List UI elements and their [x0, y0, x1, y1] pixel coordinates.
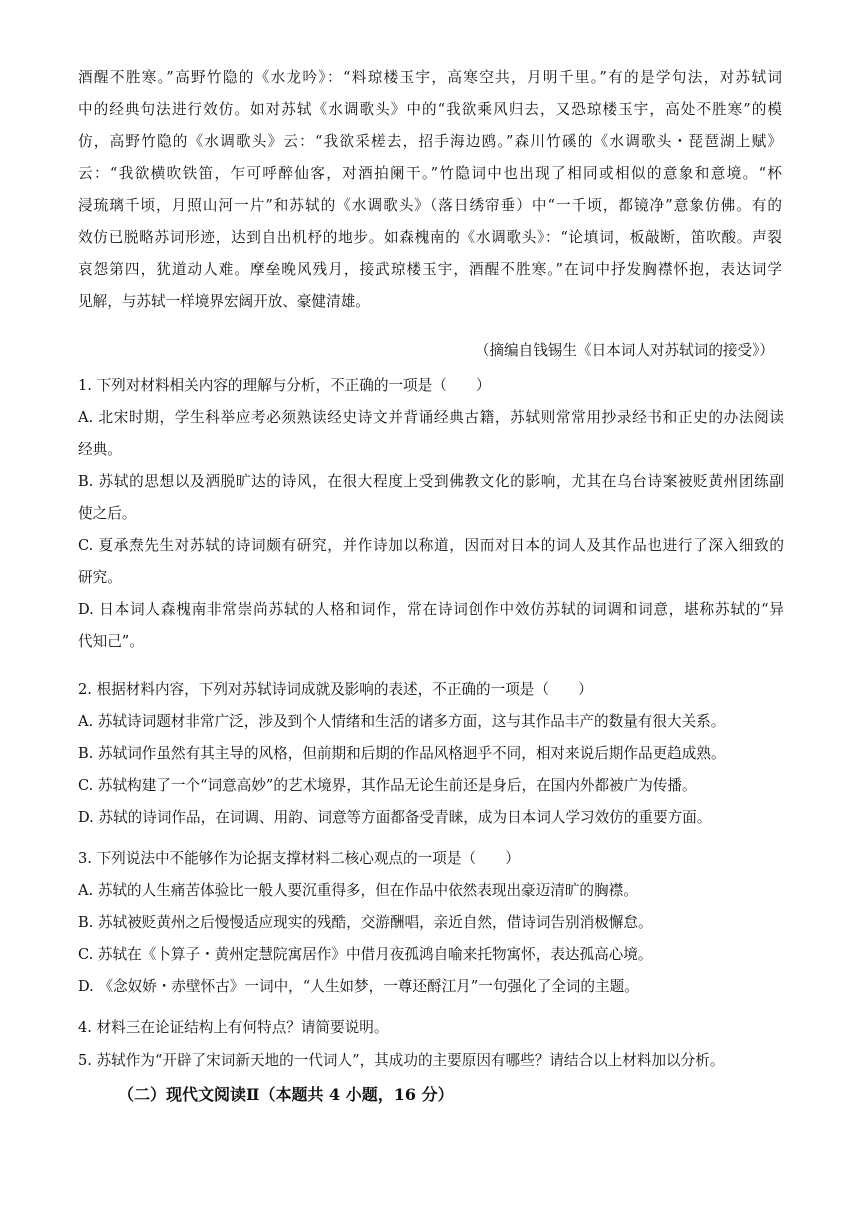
option-c: C. 苏轼在《卜算子・黄州定慧院寓居作》中借月夜孤鸿自喻来托物寓怀，表达孤高心境。: [78, 946, 653, 963]
question-1: [78, 370, 784, 658]
option-d: D. 《念奴娇・赤壁怀古》一词中，“人生如梦，一尊还酹江月”一句强化了全词的主题。: [78, 978, 639, 995]
question-stem: 5. 苏轼作为“开辟了宋词新天地的一代词人”，其成功的主要原因有哪些？请结合以上材料加以分析。: [78, 1052, 725, 1069]
question-2: [78, 674, 784, 834]
option-d-line-1: D. 日本词人森槐南非常崇尚苏轼的人格和词作，常在诗词创作中效仿苏轼的词调和词意，堪称苏轼的“异: [78, 601, 784, 618]
option-c-line-2: 研究。: [78, 569, 122, 586]
question-stem: 1. 下列对材料相关内容的理解与分析，不正确的一项是（ ）: [78, 377, 491, 394]
option-d: D. 苏轼的诗词作品，在词调、用韵、词意等方面都备受青睐，成为日本词人学习效仿的重要方面。: [78, 809, 712, 826]
option-c-line-1: C. 夏承焘先生对苏轼的诗词颇有研究，并作诗加以称道，因而对日本的词人及其作品也进行了深入细致的: [78, 537, 784, 554]
option-a-line-1: A. 北宋时期，学生科举应考必须熟读经史诗文并背诵经典古籍，苏轼则常常用抄录经书和正史的办法阅读: [78, 409, 784, 426]
option-a: A. 苏轼的人生痛苦体验比一般人要沉重得多，但在作品中依然表现出豪迈清旷的胸襟。: [78, 882, 638, 899]
passage-line: 仿，高野竹隐的《水调歌头》云：“我欲采槎去，招手海边鸥。”森川竹磎的《水调歌头・琵琶湖上赋》: [78, 133, 782, 150]
passage-paragraph: [78, 62, 782, 318]
passage-line: 哀怨第四，犹道动人难。摩垒晚风残月，接武琼楼玉宇，酒醒不胜寒。”在词中抒发胸襟怀抱，表达词学: [78, 261, 782, 278]
passage-line: 浸琉璃千顷，月照山河一片”和苏轼的《水调歌头》（落日绣帘垂）中“一千顷，都镜净”意象仿佛。有的: [78, 197, 782, 214]
option-a: A. 苏轼诗词题材非常广泛，涉及到个人情绪和生活的诸多方面，这与其作品丰产的数量有很大关系。: [78, 713, 726, 730]
question-5: [78, 1045, 784, 1077]
option-b: B. 苏轼被贬黄州之后慢慢适应现实的残酷，交游酬唱，亲近自然，借诗词告别消极懈怠。: [78, 914, 653, 931]
option-b-line-1: B. 苏轼的思想以及洒脱旷达的诗风，在很大程度上受到佛教文化的影响，尤其在乌台诗案被贬黄州团练副: [78, 473, 784, 490]
source-citation: （摘编自钱锡生《日本词人对苏轼词的接受》）: [474, 342, 774, 359]
question-3: [78, 843, 784, 1003]
question-4: [78, 1012, 784, 1044]
question-stem: 3. 下列说法中不能够作为论据支撑材料二核心观点的一项是（ ）: [78, 850, 520, 867]
passage-line: 见解，与苏轼一样境界宏阔开放、豪健清雄。: [78, 293, 370, 310]
passage-line: 酒醒不胜寒。”高野竹隐的《水龙吟》：“料琼楼玉宇，高寒空共，月明千里。”有的是学句法，对苏轼词: [78, 69, 782, 86]
option-b-line-2: 使之后。: [78, 505, 137, 522]
question-stem: 4. 材料三在论证结构上有何特点？请简要说明。: [78, 1019, 389, 1036]
section-heading: （二）现代文阅读Ⅱ（本题共 4 小题，16 分）: [118, 1085, 454, 1104]
option-c: C. 苏轼构建了一个“词意高妙”的艺术境界，其作品无论生前还是身后，在国内外都被广为传播。: [78, 777, 697, 794]
option-d-line-2: 代知己”。: [78, 633, 144, 650]
passage-line: 云：“我欲横吹铁笛，乍可呼醉仙客，对酒拍阑干。”竹隐词中也出现了相同或相似的意象和意境。“杯: [78, 165, 782, 182]
passage-line: 效仿已脱略苏词形迹，达到自出机杼的地步。如森槐南的《水调歌头》：“论填词，板敲断，笛吹酸。声裂: [78, 229, 782, 246]
passage-line: 中的经典句法进行效仿。如对苏轼《水调歌头》中的“我欲乘风归去，又恐琼楼玉宇，高处不胜寒”的模: [78, 101, 782, 118]
option-b: B. 苏轼词作虽然有其主导的风格，但前期和后期的作品风格迥乎不同，相对来说后期作品更趋成熟。: [78, 745, 726, 762]
question-stem: 2. 根据材料内容，下列对苏轼诗词成就及影响的表述，不正确的一项是（ ）: [78, 681, 593, 698]
option-a-line-2: 经典。: [78, 441, 122, 458]
